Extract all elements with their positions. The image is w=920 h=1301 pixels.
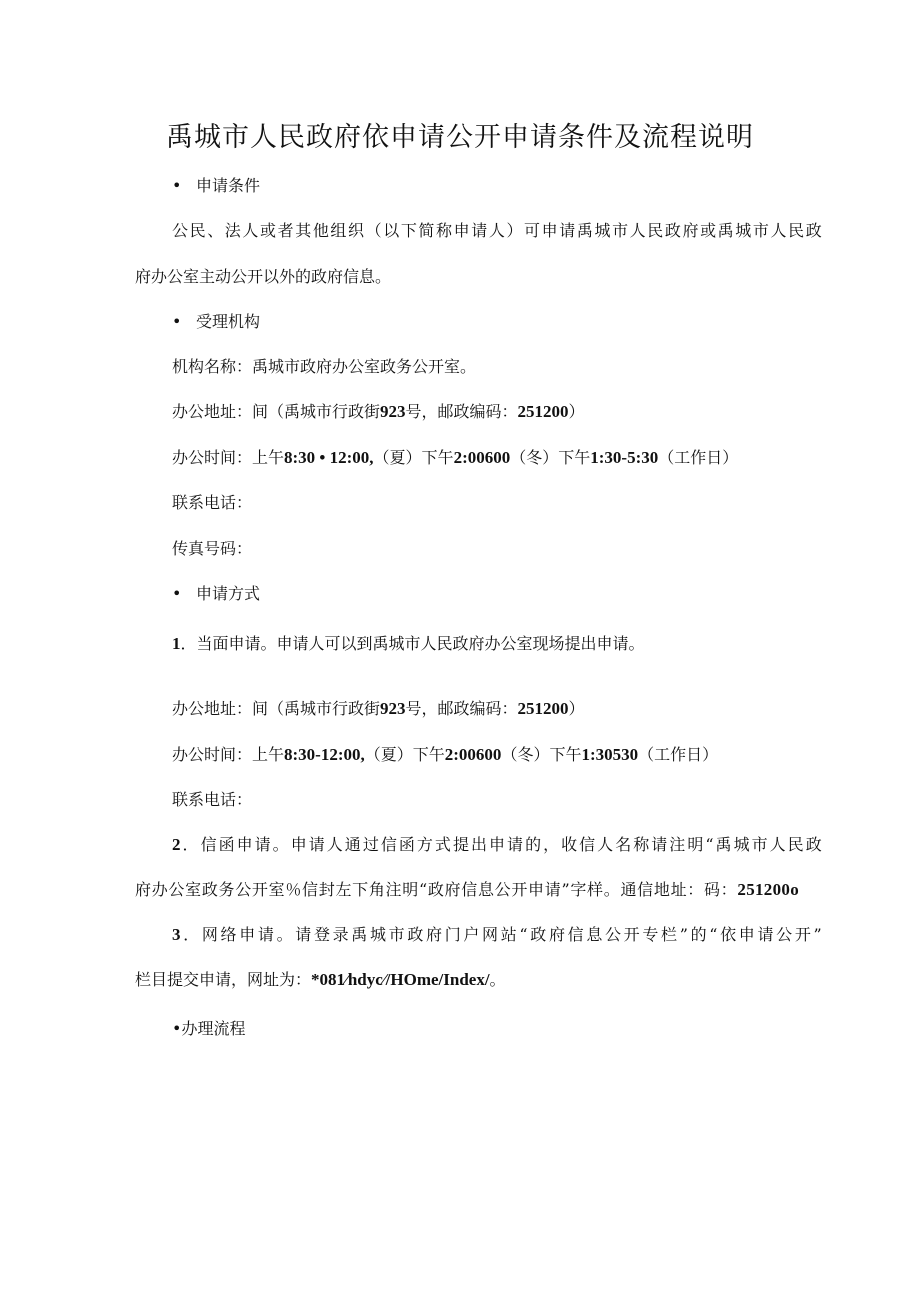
bullet-icon: • [172, 584, 182, 603]
method-mail-line2: 府办公室政务公开室％信封左下角注明“政府信息公开申请”字样。通信地址：码：251200o [135, 880, 799, 899]
section-heading-conditions [172, 174, 260, 198]
heading-text: 申请条件 [196, 176, 261, 195]
bullet-icon: • [172, 176, 182, 195]
agency-phone: 联系电话： [172, 493, 253, 512]
conditions-paragraph-line1: 公民、法人或者其他组织（以下简称申请人）可申请禹城市人民政府或禹城市人民政 [172, 221, 822, 240]
heading-text: 受理机构 [196, 312, 261, 331]
method-mail-line1: 2．信函申请。申请人通过信函方式提出申请的，收信人名称请注明“禹城市人民政 [172, 835, 822, 854]
section-heading-process: •办理流程 [172, 1019, 246, 1038]
conditions-paragraph-line2: 府办公室主动公开以外的政府信息。 [135, 267, 392, 286]
document-title: 禹城市人民政府依申请公开申请条件及流程说明 [166, 122, 754, 153]
method-address: 办公地址：间（禹城市行政街923号，邮政编码：251200） [172, 699, 585, 718]
section-heading-methods [172, 582, 260, 606]
method-online-line2: 栏目提交申请，网址为：*081⁄hdyc⁄/HOme/Index/。 [135, 970, 506, 989]
agency-hours: 办公时间：上午8:30 • 12:00,（夏）下午2:00600（冬）下午1:30-5:30（工作日） [172, 448, 739, 467]
method-phone: 联系电话： [172, 790, 253, 809]
heading-text: 申请方式 [196, 584, 261, 603]
bullet-icon: • [172, 312, 182, 331]
section-heading-agency [172, 310, 260, 334]
method-hours: 办公时间：上午8:30-12:00,（夏）下午2:00600（冬）下午1:30530（工作日） [172, 745, 719, 764]
portal-url-link[interactable]: *081⁄hdyc⁄/HOme/Index/ [311, 970, 490, 989]
agency-name: 机构名称：禹城市政府办公室政务公开室。 [172, 357, 477, 376]
method-in-person: 1．当面申请。申请人可以到禹城市人民政府办公室现场提出申请。 [172, 634, 645, 653]
agency-fax: 传真号码： [172, 539, 253, 558]
agency-address: 办公地址：间（禹城市行政街923号，邮政编码：251200） [172, 402, 585, 421]
method-online-line1: 3．网络申请。请登录禹城市政府门户网站“政府信息公开专栏”的“依申请公开” [172, 925, 822, 944]
